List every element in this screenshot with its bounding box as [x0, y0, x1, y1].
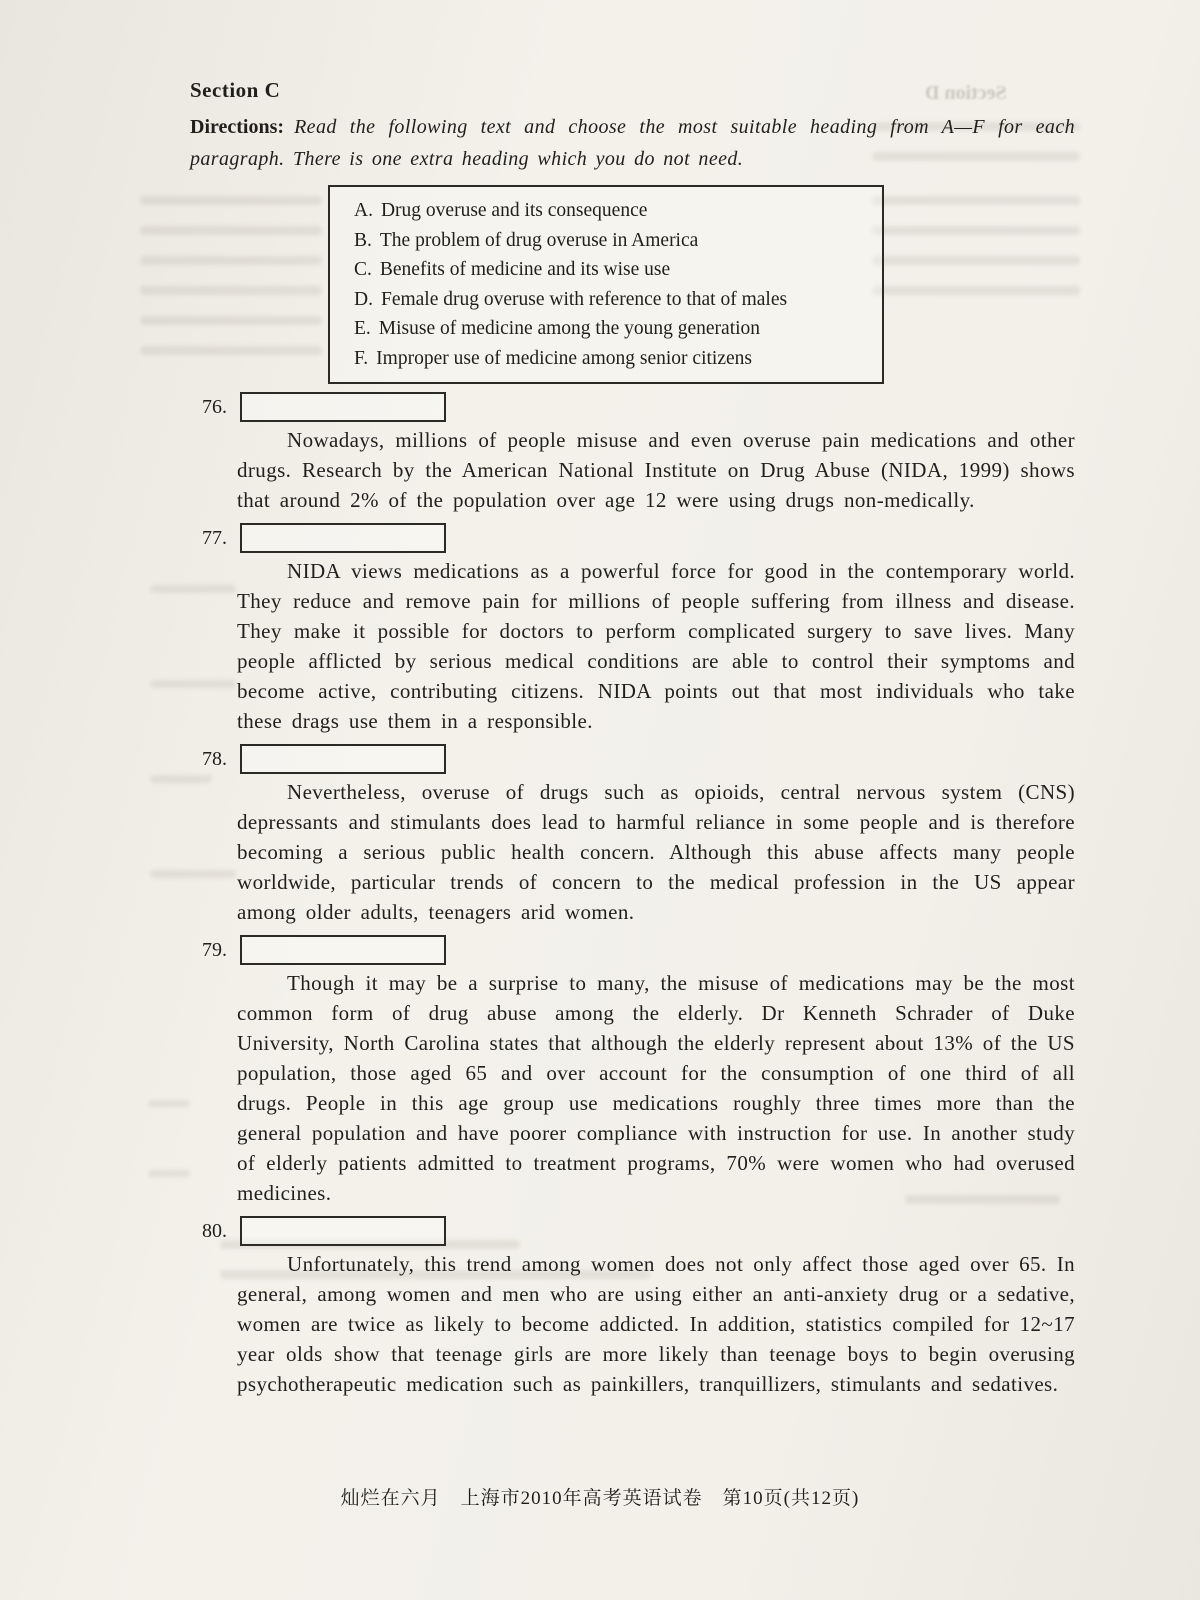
bleed-through-mark [148, 1100, 190, 1107]
option-letter: C. [354, 259, 372, 280]
directions-label: Directions: [190, 116, 285, 138]
heading-options-box [328, 185, 884, 384]
option-text: The problem of drug overuse in America [379, 229, 699, 251]
question-number: 77. [202, 526, 227, 549]
heading-option-c [354, 255, 872, 285]
heading-option-d [354, 285, 872, 315]
question-number: 78. [202, 747, 227, 770]
question-row [202, 1216, 1075, 1246]
page-content [190, 78, 1075, 1399]
directions [190, 111, 1075, 175]
question-block-76 [190, 392, 1075, 515]
bleed-through-mark [148, 1170, 190, 1177]
heading-option-a [354, 196, 872, 226]
option-text: Benefits of medicine and its wise use [379, 259, 671, 280]
answer-blank-79[interactable] [240, 935, 446, 965]
question-paragraph: Though it may be a surprise to many, the misuse of medications may be the most common form of drug abuse among the elderly. Dr Kenneth Schrader of Duke University, North Carolina states that although the elderly represent about 13% of the US population, those aged 65 and over account for the consumption of one third of all drugs. People in this age group use medications roughly three times more than the general population and have poorer compliance with instruction for use. In another study of elderly patients admitted to treatment programs, 70% were women who had overused medicines. [237, 971, 1075, 1205]
directions-text: Read the following text and choose the most suitable heading from A—F for each paragraph. There is one extra heading which you do not need. [190, 116, 1075, 170]
question-block-79 [190, 935, 1075, 1208]
option-text: Female drug overuse with reference to that of males [380, 288, 788, 310]
question-paragraph: NIDA views medications as a powerful force for good in the contemporary world. They reduce and remove pain for millions of people suffering from illness and disease. They make it possible for doctors to perform complicated surgery to save lives. Many people afflicted by serious medical conditions are able to control their symptoms and become active, contributing citizens. NIDA points out that most individuals who take these drags use them in a responsible. [237, 559, 1075, 733]
heading-option-f [354, 344, 872, 374]
question-row [202, 392, 1075, 422]
question-row [202, 523, 1075, 553]
question-block-77 [190, 523, 1075, 736]
bleed-through-section-label: Section D [925, 82, 1007, 104]
question-block-80 [190, 1216, 1075, 1399]
question-row [202, 935, 1075, 965]
section-title: Section C [190, 78, 281, 102]
answer-blank-78[interactable] [240, 744, 446, 774]
answer-blank-77[interactable] [240, 523, 446, 553]
option-letter: E. [354, 318, 371, 339]
heading-option-e [354, 314, 872, 344]
option-letter: D. [354, 288, 373, 310]
answer-blank-80[interactable] [240, 1216, 446, 1246]
page-footer: 灿烂在六月 上海市2010年高考英语试卷 第10页(共12页) [340, 1488, 860, 1509]
option-text: Drug overuse and its consequence [380, 200, 648, 221]
option-letter: F. [354, 347, 369, 369]
question-block-78 [190, 744, 1075, 927]
question-number: 79. [202, 938, 227, 961]
option-letter: A. [354, 200, 373, 221]
option-text: Misuse of medicine among the young generation [378, 318, 761, 339]
question-row [202, 744, 1075, 774]
question-paragraph: Nevertheless, overuse of drugs such as opioids, central nervous system (CNS) depressants and stimulants does lead to harmful reliance in some people and is therefore becoming a serious public health concern. Although this abuse affects many people worldwide, particular trends of concern to the medical profession in the US appear among older adults, teenagers arid women. [237, 780, 1075, 924]
answer-blank-76[interactable] [240, 392, 446, 422]
question-paragraph: Nowadays, millions of people misuse and even overuse pain medications and other drugs. Research by the American National Institute on Drug Abuse (NIDA, 1999) shows that around 2% of the population over age 12 were using drugs non-medically. [237, 428, 1075, 512]
option-letter: B. [354, 229, 372, 251]
question-number: 76. [202, 395, 227, 418]
heading-option-b [354, 226, 872, 256]
option-text: Improper use of medicine among senior citizens [376, 347, 752, 369]
question-number: 80. [202, 1219, 227, 1242]
question-paragraph: Unfortunately, this trend among women does not only affect those aged over 65. In general, among women and men who are using either an anti-anxiety drug or a sedative, women are twice as likely to become addicted. In addition, statistics compiled for 12~17 year olds show that teenage girls are more likely than teenage boys to begin overusing psychotherapeutic medication such as painkillers, tranquillizers, stimulants and sedatives. [237, 1252, 1075, 1396]
